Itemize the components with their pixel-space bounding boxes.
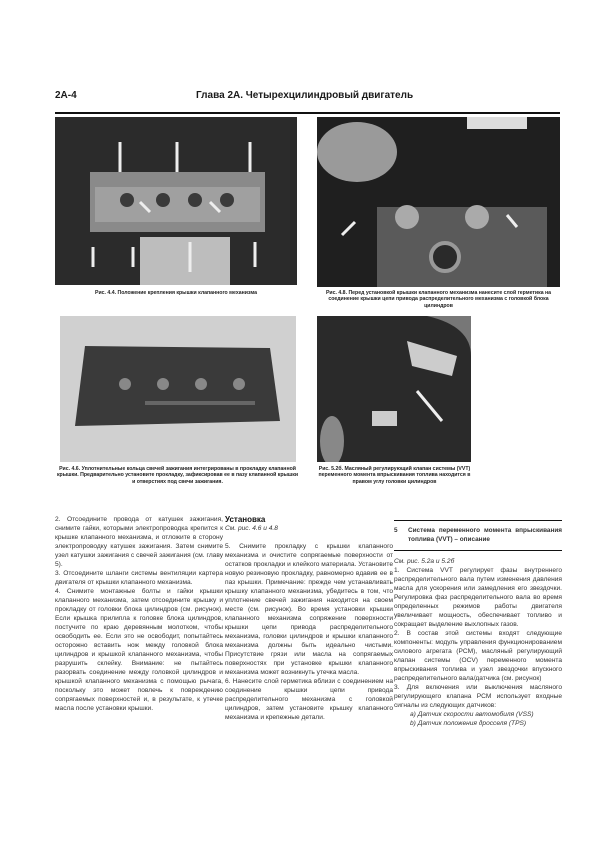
engine-photo-image xyxy=(55,117,297,285)
paragraph: 4. Снимите монтажные болты и гайки крышки клапанного механизма, затем отсоедините крышку и прокладку от головки блока цилиндров (см. рисунок). Если крышка прилипла к головке блока цилиндров, постучите по краю деревянным молотком, чтобы освободить ее. Если это не освободит, попытайтесь осторожно вставить нож между головкой блока цилиндров и крышкой клапанного механизма, чтобы разрушить склейку. Внимание: не пытайтесь разорвать соединение между головкой цилиндров и крышкой клапанного механизма с помощью рычага, поскольку это может повлечь к повреждению сопрягаемых поверхностей и, в результате, к утечке масла после установки крышки. xyxy=(55,588,223,712)
text-column-middle xyxy=(225,515,393,722)
text-column-right xyxy=(394,520,562,728)
installation-heading: Установка xyxy=(225,515,266,524)
figure-caption: Рис. 4.8. Перед установкой крышки клапанного механизма нанесите слой герметика на соединение крышки цепи привода распределительного механизма с головкой блока цилиндров xyxy=(325,290,552,309)
paragraph: 3. Отсоедините шланги системы вентиляции картера двигателя от крышки клапанного механизма. xyxy=(55,570,223,586)
section-title: Система переменного момента впрыскивания топлива (VVT) – описание xyxy=(408,527,562,543)
chapter-title: Глава 2A. Четырехцилиндровый двигатель xyxy=(196,90,414,101)
paragraph: 2. Отсоедините провода от катушек зажигания, снимите гайки, которыми электропроводка крепится к крышке клапанного механизма, и отложите в сторону электропроводку катушек зажигания. Затем снимите узел катушки зажигания с свечей зажигания (см. главу 5). xyxy=(55,516,223,568)
engine-head-photo-image xyxy=(317,117,560,287)
vvt-valve-photo-image xyxy=(317,316,471,462)
photo-vvt-oil-control-valve xyxy=(317,316,471,462)
section-heading-box xyxy=(394,520,562,551)
section-number: 5 xyxy=(394,527,398,534)
text-column-left xyxy=(55,515,223,713)
photo-valve-cover-installed xyxy=(55,117,297,285)
page-number: 2A-4 xyxy=(55,90,77,101)
paragraph: 5. Снимите прокладку с крышки клапанного механизма и очистите сопрягаемые поверхности от остатков прокладки и клейкого материала. Установите новую резиновую прокладку, равномерно вдавив ее в паз крышки. Примечание: прежде чем устанавливать крышку клапанного механизма, убедитесь в том, что уплотнение свечей зажигания находится на своем месте (см. рисунок). Во время установки крышки клапанного механизма сопряжение поверхности крышки цепи привода распределительного механизма, головки цилиндров и крышки клапанного механизма должны быть идеально чистыми. Присутствие грязи или масла на сопрягаемых поверхностях при установке крышки клапанного механизма может возникнуть утечка масла. xyxy=(225,543,393,676)
paragraph: 6. Нанесите слой герметика вблизи с соединением на соединение крышки цепи привода распределительного механизма с головкой цилиндров, затем установите крышку клапанного механизма и крепежные детали. xyxy=(225,678,393,721)
figure-caption: Рис. 5.2б. Масляный регулирующий клапан системы (VVT) переменного момента впрыскивания топлива находится в правом углу головки цилиндров xyxy=(318,466,471,485)
valve-cover-photo-image xyxy=(60,316,296,462)
paragraph: 1. Система VVT регулирует фазы внутреннего распределительного вала путем изменения давления масла для ускорения или замедления его звездочки. Регулировка фаз распределительного вала во время определенных режимов работы двигателя увеличивает мощность, обеспечивает топливо и сокращает выделение выхлопных газов. xyxy=(394,567,562,629)
paragraph: 2. В состав этой системы входят следующие компоненты: модуль управления функционированием силового агрегата (PCM), масляный регулирующий клапан системы (OCV) переменного момента впрыскивания топлива и узел звездочки впускного распределительного вала/датчика (см. рисунок) xyxy=(394,630,562,683)
header-rule xyxy=(55,112,560,114)
photo-valve-cover-removed xyxy=(60,316,296,462)
paragraph: 3. Для включения или выключения масляного регулирующего клапана PCM использует входные сигналы из следующих датчиков: xyxy=(394,684,562,710)
figure-reference: См. рис. 4.6 и 4.8 xyxy=(225,525,278,532)
photo-timing-cover-sealant xyxy=(317,117,560,287)
figure-reference: См. рис. 5.2а и 5.2б xyxy=(394,558,455,566)
list-item: b) Датчик положения дросселя (TPS) xyxy=(410,720,527,728)
list-item: a) Датчик скорости автомобиля (VSS) xyxy=(410,711,534,719)
figure-caption: Рис. 4.6. Уплотнительные кольца свечей зажигания интегрированы в прокладку клапанной крышки. Предварительно установите прокладку, зафиксировав ее в пазу клапанной крышки и отверстиях под свечи зажигания. xyxy=(56,466,299,485)
figure-caption: Рис. 4.4. Положение крепления крышки клапанного механизма xyxy=(94,290,258,296)
